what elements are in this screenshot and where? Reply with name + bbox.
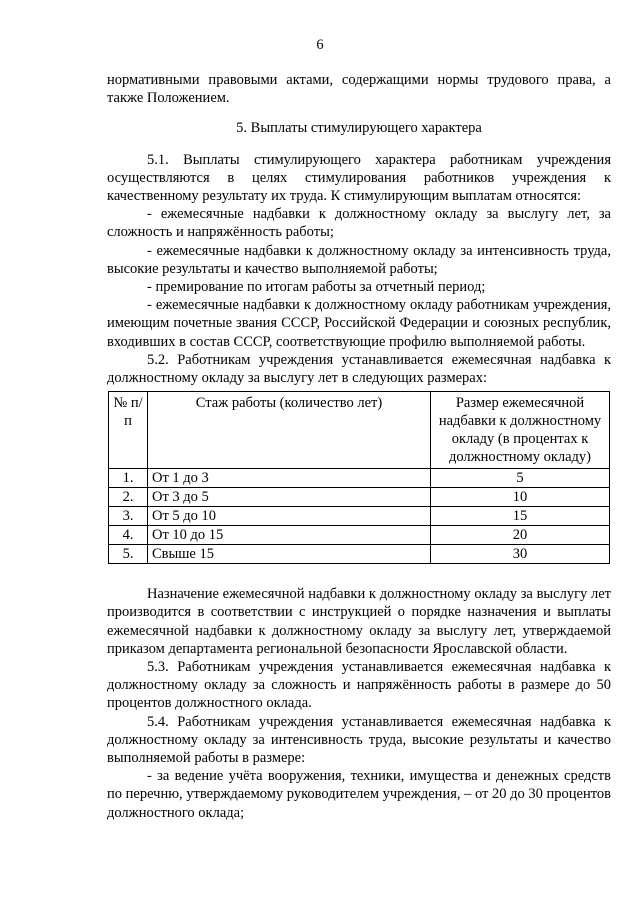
row-percent: 20	[431, 526, 610, 545]
row-percent: 15	[431, 507, 610, 526]
row-percent: 30	[431, 545, 610, 564]
paragraph-after-table: Назначение ежемесячной надбавки к должностному окладу за выслугу лет производится в соответствии с инструкцией о порядке назначения и выплаты ежемесячной надбавки к должностному окладу за выслугу лет, утверждаемой приказом департамента региональной безопасности Ярославской области.	[107, 586, 611, 657]
table-row	[109, 488, 610, 507]
row-number: 2.	[109, 488, 148, 507]
row-number: 3.	[109, 507, 148, 526]
list-item: - за ведение учёта вооружения, техники, имущества и денежных средств по перечню, утверждаемому руководителем учреждения, – от 20 до 30 процентов должностного оклада;	[107, 768, 611, 821]
row-number: 5.	[109, 545, 148, 564]
row-experience: От 3 до 5	[148, 488, 431, 507]
paragraph-5-3: 5.3. Работникам учреждения устанавливается ежемесячная надбавка к должностному окладу за сложность и напряжённость работы в размере до 50 процентов должностного оклада.	[107, 659, 611, 712]
table-row	[109, 469, 610, 488]
seniority-table	[108, 391, 610, 564]
section-heading: 5. Выплаты стимулирующего характера	[236, 120, 482, 137]
intro-line-1: нормативными правовыми актами, содержащими нормы трудового права, а	[107, 72, 611, 88]
intro-line-2: также Положением.	[107, 90, 230, 107]
row-experience: От 10 до 15	[148, 526, 431, 545]
table-row	[109, 545, 610, 564]
table-row	[109, 526, 610, 545]
header-bonus-size: Размер ежемесячной надбавки к должностному окладу (в процентах к должностному окладу)	[431, 392, 610, 469]
row-percent: 5	[431, 469, 610, 488]
row-number: 4.	[109, 526, 148, 545]
header-experience: Стаж работы (количество лет)	[148, 392, 431, 469]
page-number: 6	[316, 37, 324, 53]
table-row	[109, 507, 610, 526]
row-percent: 10	[431, 488, 610, 507]
header-number: № п/п	[109, 392, 148, 469]
document-body	[107, 71, 611, 822]
table-header-row	[109, 392, 610, 469]
paragraph-5-1: 5.1. Выплаты стимулирующего характера работникам учреждения осуществляются в целях стимулирования работников учреждения к качественному результату их труда. К стимулирующим выплатам относятся:	[107, 151, 611, 205]
list-item: - ежемесячные надбавки к должностному окладу за выслугу лет, за сложность и напряжённость работы;	[107, 206, 611, 241]
list-item: - премирование по итогам работы за отчетный период;	[147, 279, 486, 296]
row-experience: Свыше 15	[148, 545, 431, 564]
row-experience: От 1 до 3	[148, 469, 431, 488]
list-item: - ежемесячные надбавки к должностному окладу работникам учреждения, имеющим почетные звания СССР, Российской Федерации и союзных республик, входивших в состав СССР, соответствующие профилю выполняемой работы.	[107, 297, 611, 350]
row-number: 1.	[109, 469, 148, 488]
paragraph-5-4: 5.4. Работникам учреждения устанавливается ежемесячная надбавка к должностному окладу за интенсивность труда, высокие результаты и качество выполняемой работы в размере:	[107, 713, 611, 767]
row-experience: От 5 до 10	[148, 507, 431, 526]
paragraph-5-2: 5.2. Работникам учреждения устанавливается ежемесячная надбавка к должностному окладу за выслугу лет в следующих размерах:	[107, 351, 611, 387]
list-item: - ежемесячные надбавки к должностному окладу за интенсивность труда, высокие результаты и качество выполняемой работы;	[107, 242, 611, 277]
